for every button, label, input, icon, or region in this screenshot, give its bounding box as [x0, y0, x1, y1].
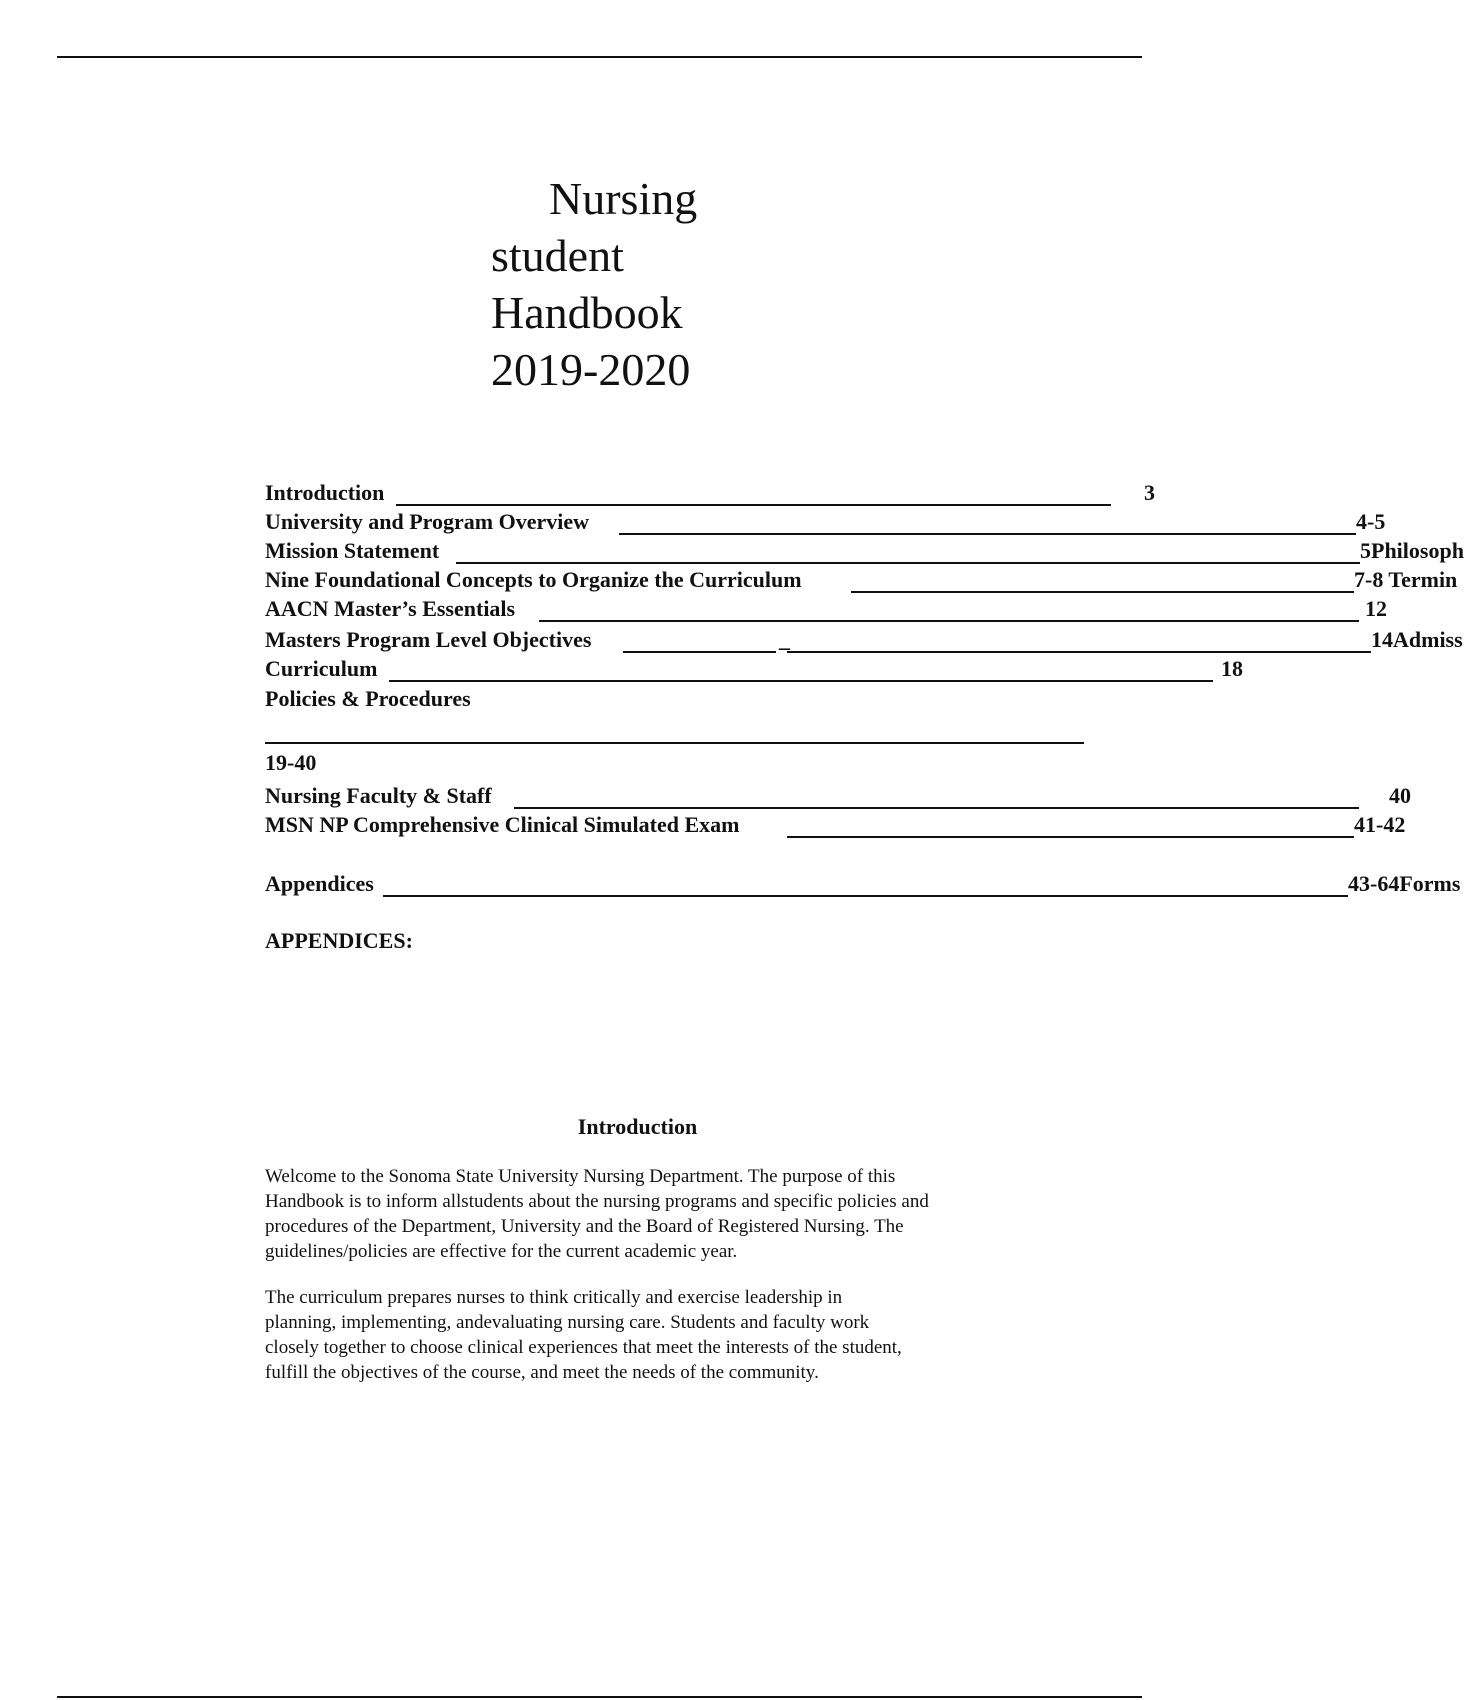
title-line: Handbook: [491, 287, 683, 338]
toc-leader-line: [539, 596, 1359, 622]
paragraph-line: fulfill the objectives of the course, and meet the needs of the community.: [265, 1362, 819, 1383]
curriculum-paragraph: [265, 1285, 1025, 1385]
toc-entry: [265, 871, 1461, 897]
paragraph-line: procedures of the Department, University and the Board of Registered Nursing. The: [265, 1216, 904, 1237]
toc-leader-line: [787, 812, 1354, 838]
toc-entry-label: Introduction: [265, 480, 385, 505]
paragraph-line: Handbook is to inform allstudents about the nursing programs and specific policies and: [265, 1191, 929, 1212]
toc-entry-page: 43-64Forms: [1348, 871, 1461, 896]
toc-leader-line: [456, 538, 1360, 564]
toc-entry-label: Curriculum: [265, 656, 378, 681]
toc-entry: [265, 480, 1165, 506]
paragraph-line: The curriculum prepares nurses to think critically and exercise leadership in: [265, 1287, 843, 1308]
toc-entry-page: 4-5: [1356, 509, 1386, 534]
toc-entry: [265, 656, 1243, 682]
top-rule: [57, 56, 1142, 58]
toc-entry-label: Appendices: [265, 871, 374, 896]
toc-entry-label: Masters Program Level Objectives: [265, 627, 592, 652]
toc-entry: [265, 812, 1406, 838]
toc-entry-label: Nursing Faculty & Staff: [265, 783, 492, 808]
intro-heading: Introduction: [577, 1114, 698, 1139]
bottom-rule: [57, 1696, 1142, 1698]
intro-paragraph: [265, 1164, 1025, 1264]
toc-leader-line: [623, 627, 776, 653]
toc-entry-page: 18: [1221, 656, 1243, 681]
toc-leader-line: [265, 720, 1084, 744]
toc-gap-mark: _: [779, 627, 790, 652]
toc-entry-page: 7-8 Termin: [1354, 567, 1458, 592]
toc-leader-line: [851, 567, 1354, 593]
toc-entry: [265, 627, 1463, 653]
toc-entry-page: 40: [1389, 783, 1411, 808]
title-line: student: [491, 230, 624, 281]
toc-entry-page: 12: [1365, 596, 1387, 621]
toc-leader-line: [787, 627, 1371, 653]
paragraph-line: guidelines/policies are effective for the current academic year.: [265, 1241, 738, 1262]
toc-entry-page: 14Admiss: [1371, 627, 1463, 652]
toc-entry-page: 41-42: [1354, 812, 1406, 837]
toc-entry: [265, 538, 1464, 564]
title-line: 2019-2020: [491, 344, 691, 395]
paragraph-line: Welcome to the Sonoma State University Nursing Department. The purpose of this: [265, 1166, 896, 1187]
toc-entry-label: MSN NP Comprehensive Clinical Simulated Exam: [265, 812, 740, 837]
toc-leader-line: [383, 871, 1348, 897]
toc-entry: [265, 509, 1386, 535]
toc-entry: [265, 596, 1387, 622]
title-line: Nursing: [549, 173, 698, 224]
paragraph-line: planning, implementing, andevaluating nursing care. Students and faculty work: [265, 1312, 870, 1333]
toc-leader-line: [396, 480, 1111, 506]
toc-entry: [265, 567, 1458, 593]
toc-entry-label: AACN Master’s Essentials: [265, 596, 516, 621]
toc-entry-label: University and Program Overview: [265, 509, 590, 534]
paragraph-line: closely together to choose clinical experiences that meet the interests of the student,: [265, 1337, 902, 1358]
document-title: [491, 170, 697, 398]
toc-entry-page: 3: [1144, 480, 1155, 505]
toc-entry-label: Nine Foundational Concepts to Organize the Curriculum: [265, 567, 802, 592]
toc-entry-page: 19-40: [265, 750, 317, 775]
appendices-heading: APPENDICES:: [265, 928, 413, 953]
toc-leader-line: [619, 509, 1356, 535]
toc-entry-label: Policies & Procedures: [265, 686, 471, 711]
toc-entry: [265, 783, 1411, 809]
toc-entry-label: Mission Statement: [265, 538, 440, 563]
toc-leader-line: [389, 656, 1213, 682]
toc-entry-page: 5Philosoph: [1360, 538, 1464, 563]
